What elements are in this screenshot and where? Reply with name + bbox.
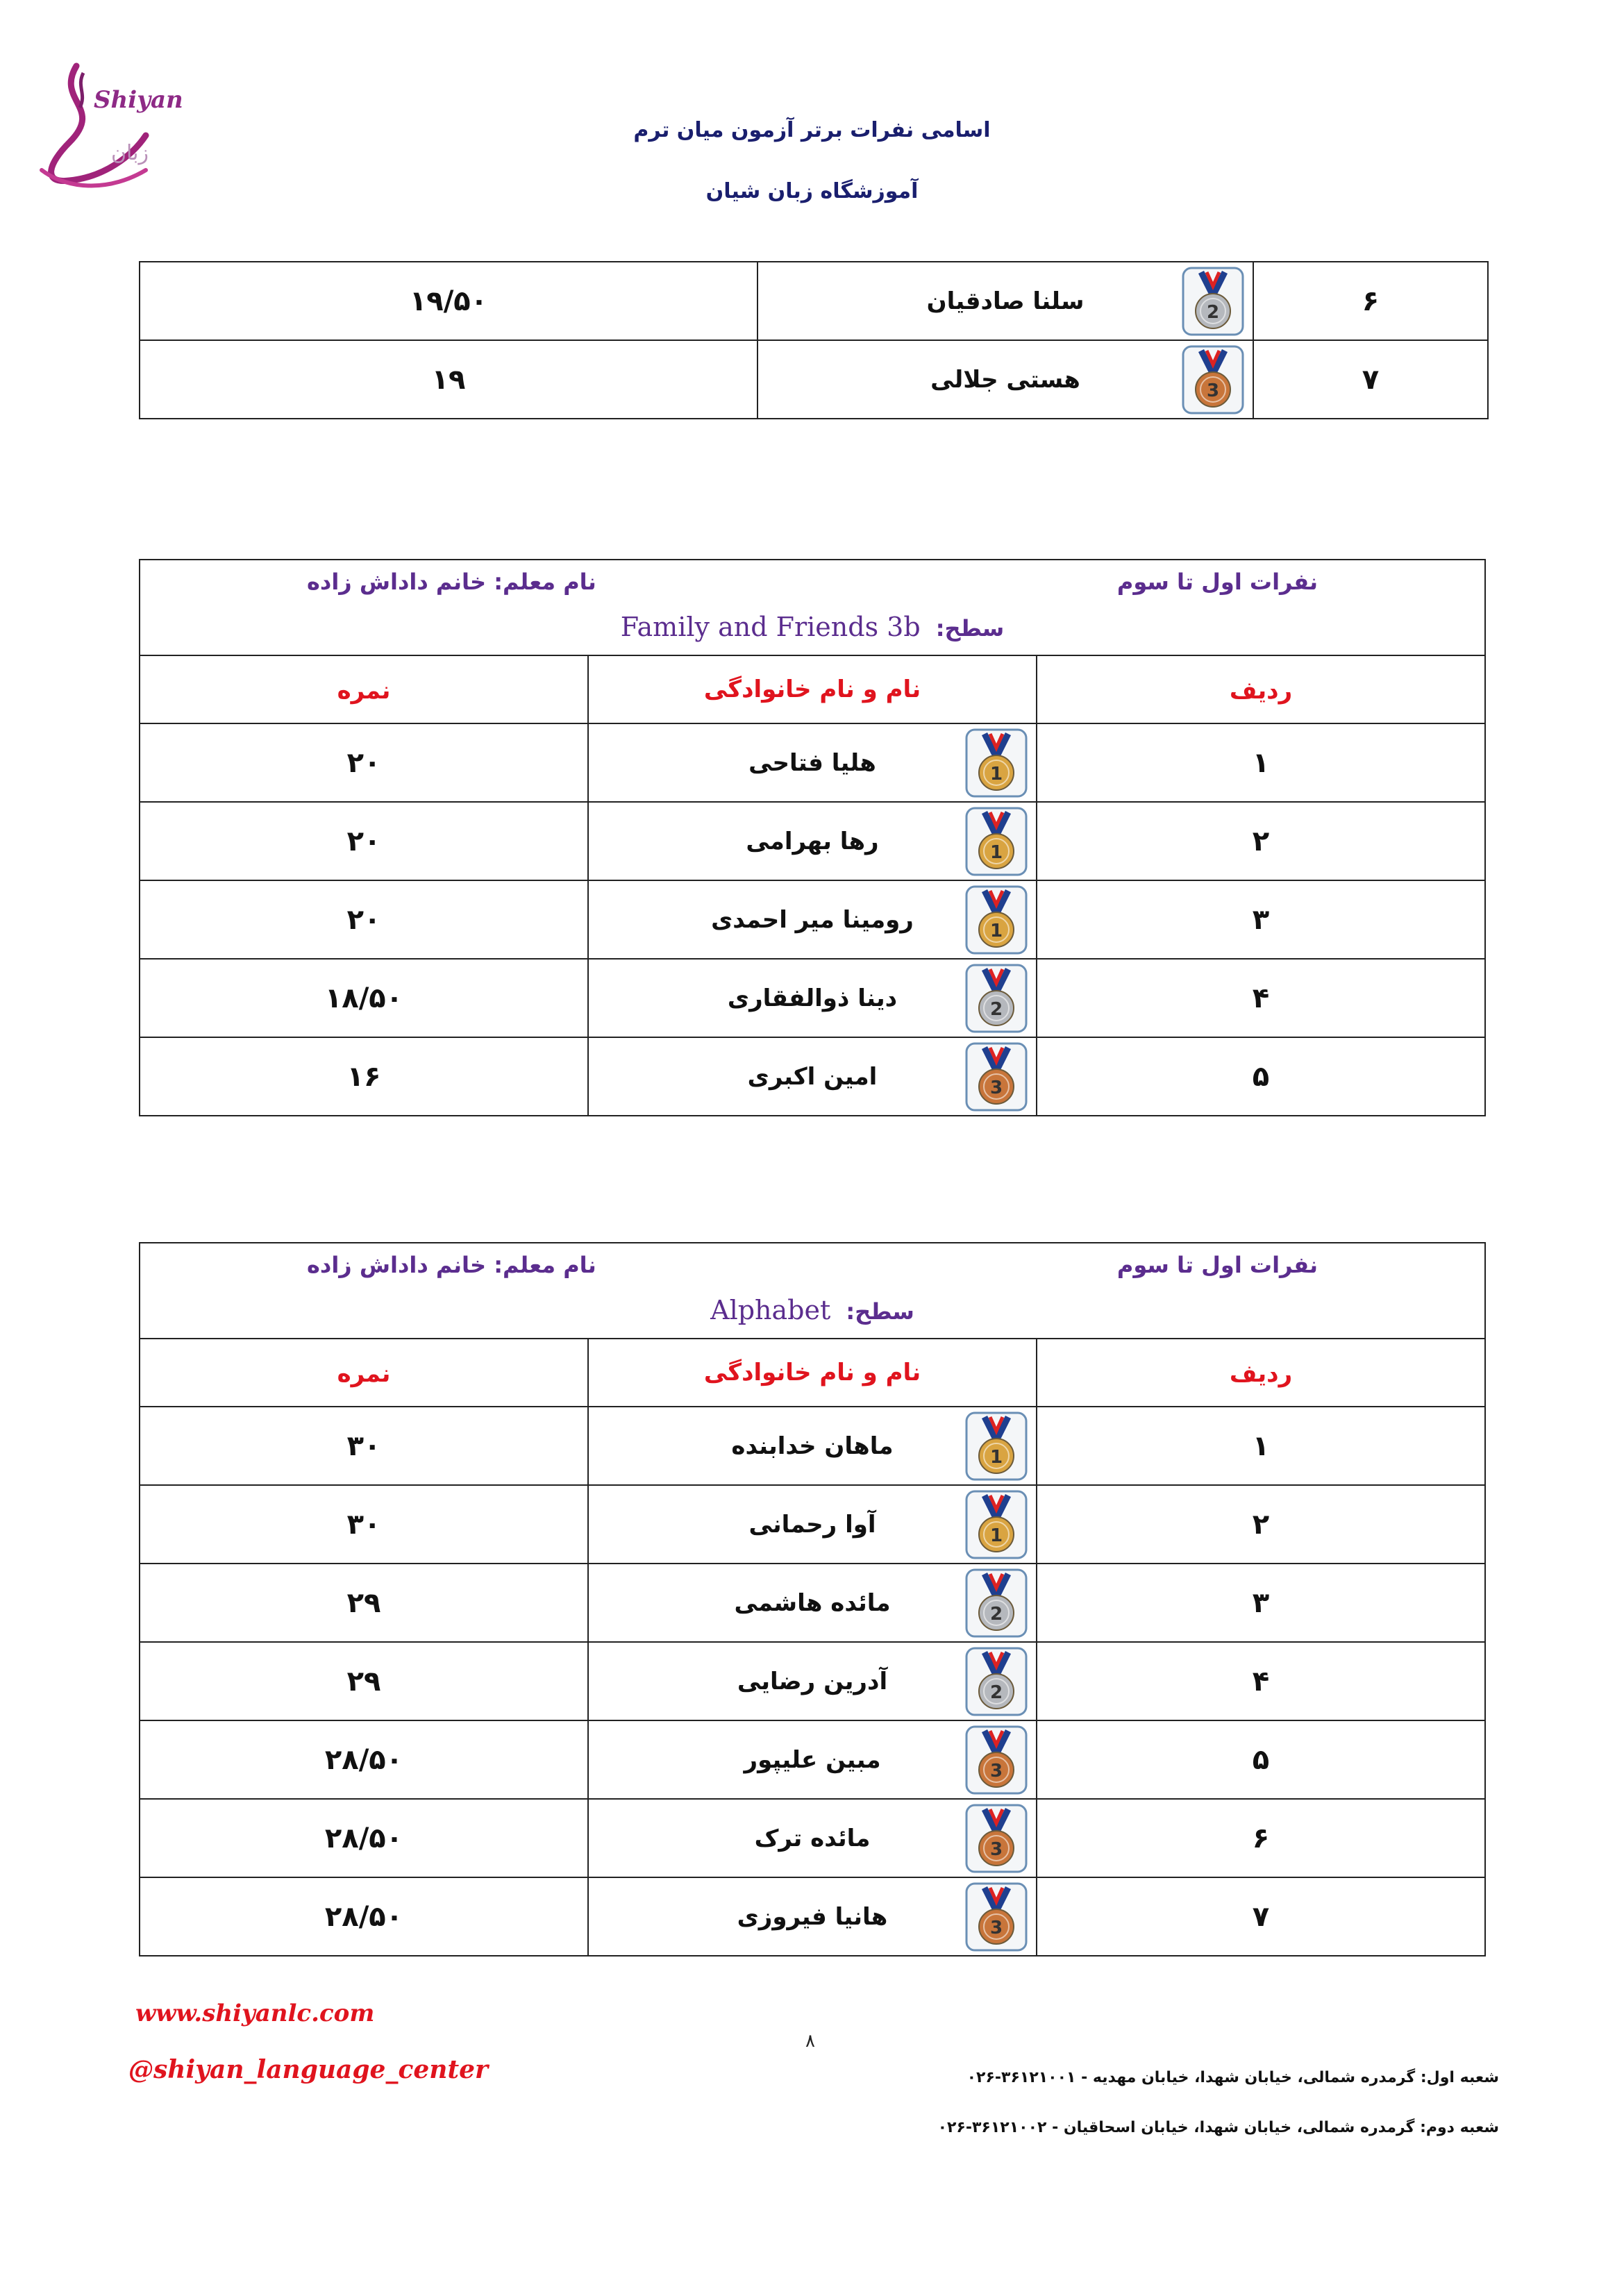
svg-text:2: 2	[989, 1682, 1003, 1703]
name-cell	[588, 1642, 1037, 1720]
level-value: Family and Friends 3b	[620, 612, 921, 642]
name-cell	[757, 262, 1253, 340]
table-row	[140, 262, 1488, 340]
institute-name: آموزشگاه زبان شیان	[705, 179, 919, 203]
column-header-name: نام و نام خانوادگی	[703, 676, 921, 703]
svg-text:3: 3	[1206, 380, 1220, 401]
rank-cell: ۶	[1253, 262, 1488, 340]
name-cell	[588, 959, 1037, 1037]
level-label: سطح:	[846, 1298, 914, 1325]
column-header-row	[140, 655, 1485, 723]
table-row	[140, 880, 1485, 959]
bronze-medal-icon	[965, 1882, 1028, 1952]
silver-medal-icon	[965, 1647, 1028, 1716]
table-row	[140, 1564, 1485, 1642]
student-name: آوا رحمانی	[748, 1510, 876, 1539]
level-label: سطح:	[935, 615, 1005, 642]
ranking-table-family-and-friends	[139, 559, 1486, 1116]
svg-text:2: 2	[1206, 301, 1220, 323]
rank-cell: ۴	[1037, 1642, 1485, 1720]
name-cell	[588, 802, 1037, 880]
student-name: سلنا صادقیان	[926, 287, 1085, 315]
website-link[interactable]: www.shiyanlc.com	[135, 2000, 375, 2027]
gold-medal-icon	[965, 885, 1028, 955]
student-name: ماهان خدابنده	[731, 1432, 894, 1460]
gold-medal-icon	[965, 728, 1028, 798]
student-name: امین اکبری	[747, 1062, 878, 1091]
table-row	[140, 1642, 1485, 1720]
column-header-row	[140, 1339, 1485, 1407]
score-cell: ۲۰	[140, 880, 588, 959]
name-cell	[757, 340, 1253, 419]
rank-range-title: نفرات اول تا سوم	[1116, 1252, 1318, 1278]
teacher-name: نام معلم: خانم داداش زاده	[307, 569, 596, 595]
table-row	[140, 723, 1485, 802]
rank-cell: ۵	[1037, 1720, 1485, 1799]
table-row	[140, 1037, 1485, 1116]
bronze-medal-icon	[1182, 345, 1244, 414]
teacher-name: نام معلم: خانم داداش زاده	[307, 1252, 596, 1278]
svg-text:Shiyan: Shiyan	[94, 86, 183, 114]
instagram-handle[interactable]: @shiyan_language_center	[128, 2055, 488, 2084]
name-cell	[588, 1407, 1037, 1485]
rank-cell: ۳	[1037, 1564, 1485, 1642]
svg-text:3: 3	[989, 1077, 1003, 1098]
student-name: هلیا فتاحی	[748, 748, 876, 777]
name-cell	[588, 1799, 1037, 1877]
table-row	[140, 959, 1485, 1037]
column-header-rank: ردیف	[1229, 1360, 1293, 1388]
student-name: دینا ذوالفقاری	[727, 984, 898, 1012]
table-row	[140, 1485, 1485, 1564]
score-cell: ۲۸/۵۰	[140, 1720, 588, 1799]
name-cell	[588, 1720, 1037, 1799]
rank-cell: ۱	[1037, 723, 1485, 802]
score-cell: ۲۸/۵۰	[140, 1799, 588, 1877]
gold-medal-icon	[965, 1490, 1028, 1559]
rank-cell: ۶	[1037, 1799, 1485, 1877]
table-row	[140, 802, 1485, 880]
name-cell	[588, 723, 1037, 802]
student-name: رها بهرامی	[746, 827, 879, 855]
score-cell: ۳۰	[140, 1485, 588, 1564]
svg-text:2: 2	[989, 998, 1003, 1020]
document-title: اسامی نفرات برتر آزمون میان ترم	[633, 118, 991, 142]
svg-text:3: 3	[989, 1917, 1003, 1938]
score-cell: ۱۹	[140, 340, 757, 419]
score-cell: ۱۸/۵۰	[140, 959, 588, 1037]
ranking-table-alphabet	[139, 1242, 1486, 1956]
bronze-medal-icon	[965, 1804, 1028, 1873]
name-cell	[588, 1037, 1037, 1116]
rank-cell: ۲	[1037, 1485, 1485, 1564]
score-cell: ۱۶	[140, 1037, 588, 1116]
student-name: آدرین رضایی	[737, 1667, 888, 1695]
svg-text:1: 1	[989, 841, 1003, 863]
page-number: ۸	[805, 2031, 815, 2052]
table-row	[140, 1720, 1485, 1799]
svg-text:زبان: زبان	[111, 141, 149, 165]
bronze-medal-icon	[965, 1042, 1028, 1112]
level-line	[140, 1295, 1484, 1325]
svg-text:3: 3	[989, 1760, 1003, 1782]
table-header-info	[140, 1243, 1485, 1339]
table-row	[140, 1877, 1485, 1956]
name-cell	[588, 1877, 1037, 1956]
svg-text:2: 2	[989, 1603, 1003, 1625]
table-header-info	[140, 560, 1485, 655]
student-name: مبین علیپور	[744, 1745, 881, 1774]
silver-medal-icon	[1182, 267, 1244, 336]
score-cell: ۲۰	[140, 723, 588, 802]
silver-medal-icon	[965, 1568, 1028, 1638]
svg-text:1: 1	[989, 1446, 1003, 1468]
score-cell: ۲۹	[140, 1642, 588, 1720]
rank-cell: ۳	[1037, 880, 1485, 959]
rank-cell: ۱	[1037, 1407, 1485, 1485]
column-header-score: نمره	[337, 677, 391, 705]
student-name: رومینا میر احمدی	[711, 905, 914, 934]
rank-cell: ۵	[1037, 1037, 1485, 1116]
svg-text:1: 1	[989, 1525, 1003, 1546]
name-cell	[588, 880, 1037, 959]
level-line	[140, 612, 1484, 642]
rank-cell: ۷	[1253, 340, 1488, 419]
table-row	[140, 1799, 1485, 1877]
score-cell: ۲۹	[140, 1564, 588, 1642]
column-header-rank: ردیف	[1229, 677, 1293, 705]
rank-cell: ۴	[1037, 959, 1485, 1037]
svg-text:1: 1	[989, 920, 1003, 941]
rank-range-title: نفرات اول تا سوم	[1116, 569, 1318, 595]
score-cell: ۲۰	[140, 802, 588, 880]
gold-medal-icon	[965, 1411, 1028, 1481]
level-value: Alphabet	[710, 1295, 831, 1325]
student-name: هستی جلالی	[930, 365, 1080, 394]
column-header-name: نام و نام خانوادگی	[703, 1359, 921, 1386]
rank-cell: ۷	[1037, 1877, 1485, 1956]
score-cell: ۱۹/۵۰	[140, 262, 757, 340]
student-name: مائده هاشمی	[734, 1589, 891, 1617]
name-cell	[588, 1564, 1037, 1642]
ranking-table-continued	[139, 261, 1489, 419]
table-row	[140, 1407, 1485, 1485]
svg-text:3: 3	[989, 1838, 1003, 1860]
bronze-medal-icon	[965, 1725, 1028, 1795]
column-header-score: نمره	[337, 1360, 391, 1388]
gold-medal-icon	[965, 807, 1028, 876]
student-name: هانیا فیروزی	[737, 1902, 888, 1931]
branch-1-address: شعبه اول: گرمدره شمالی، خیابان شهدا، خیابان مهدیه - ۳۶۱۲۱۰۰۱-۰۲۶	[966, 2069, 1499, 2086]
silver-medal-icon	[965, 964, 1028, 1033]
table-row	[140, 340, 1488, 419]
score-cell: ۳۰	[140, 1407, 588, 1485]
rank-cell: ۲	[1037, 802, 1485, 880]
branch-2-address: شعبه دوم: گرمدره شمالی، خیابان شهدا، خیابان اسحاقیان - ۳۶۱۲۱۰۰۲-۰۲۶	[937, 2119, 1499, 2136]
svg-text:1: 1	[989, 763, 1003, 785]
student-name: مائده ترک	[754, 1824, 871, 1852]
name-cell	[588, 1485, 1037, 1564]
score-cell: ۲۸/۵۰	[140, 1877, 588, 1956]
